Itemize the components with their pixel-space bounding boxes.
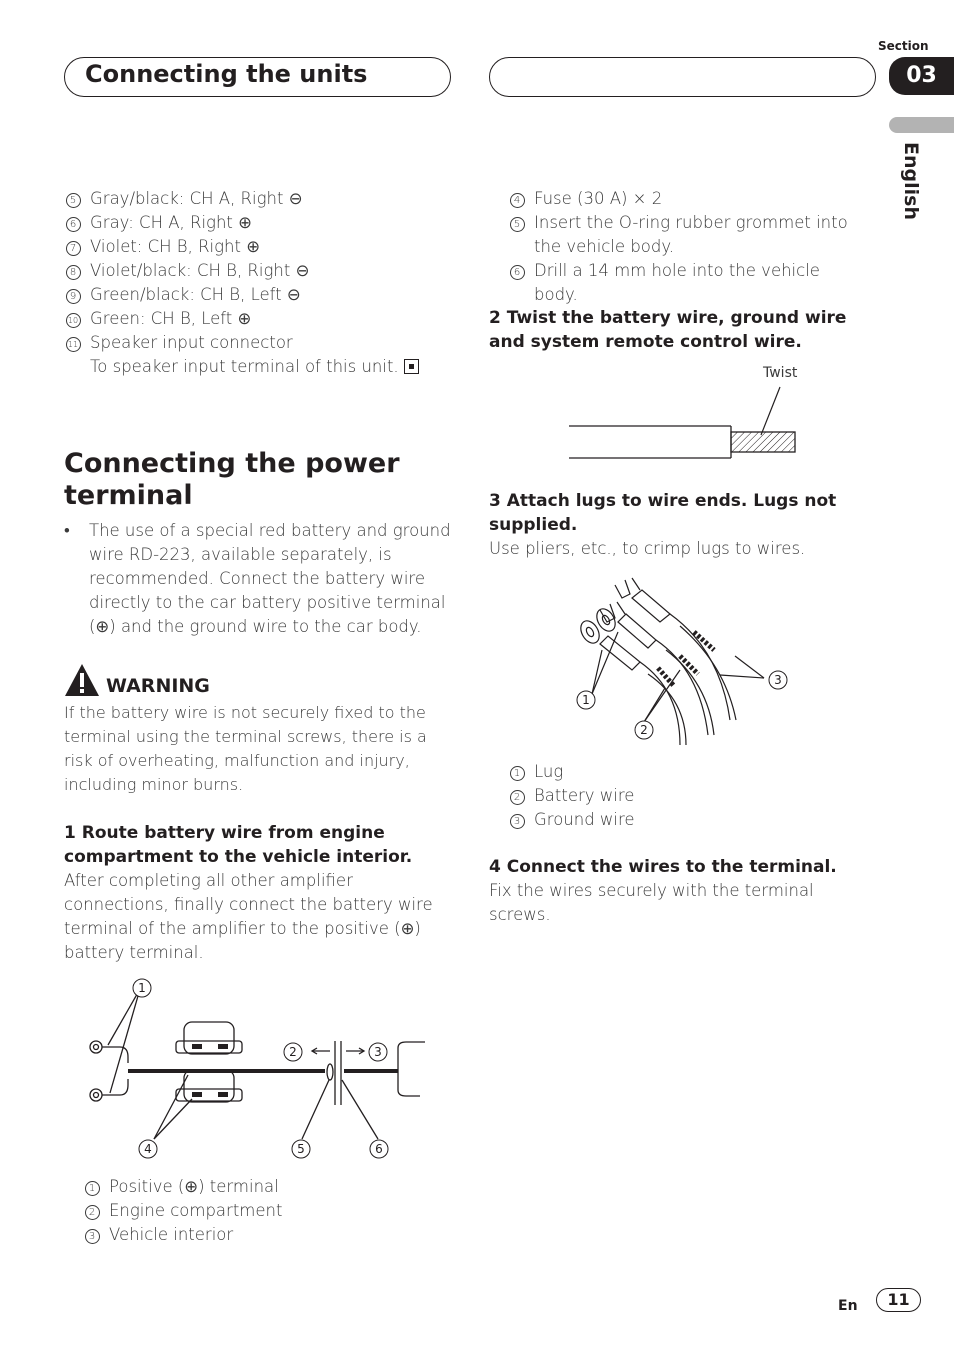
diagram-label: 2	[640, 723, 648, 737]
step-3-text: Use pliers, etc., to crimp lugs to wires.	[489, 539, 806, 558]
diagram-label: 3	[374, 1045, 382, 1059]
warning-icon	[64, 663, 100, 697]
list-item: 6 Drill a 14 mm hole into the vehicle body.	[508, 259, 868, 307]
step-4-title: 4 Connect the wires to the terminal.	[489, 857, 837, 877]
diagram-3-legend	[508, 760, 635, 832]
warning-block	[64, 663, 454, 797]
language-tab-marker	[889, 117, 954, 133]
diagram-1-legend	[83, 1175, 282, 1247]
diagram-1-legend-continued	[508, 187, 868, 307]
step-4	[489, 855, 879, 927]
list-note: To speaker input terminal of this unit.	[64, 355, 454, 379]
header-right-frame	[489, 57, 876, 97]
list-item: 4 Fuse (30 A) × 2	[508, 187, 868, 211]
battery-wire-diagram	[80, 975, 440, 1165]
section-number: 03	[889, 57, 954, 95]
step-2-title: 2 Twist the battery wire, ground wire and system remote control wire.	[489, 308, 847, 352]
diagram-label: 5	[297, 1142, 305, 1156]
section-heading: Connecting the power terminal	[64, 448, 400, 511]
list-item: 7 Violet: CH B, Right ⊕	[64, 235, 454, 259]
list-item: 1 Lug	[508, 760, 635, 784]
twist-label: Twist	[763, 365, 798, 381]
warning-title: WARNING	[106, 675, 210, 697]
section-label: Section	[878, 39, 929, 53]
end-mark-icon	[404, 359, 419, 374]
list-item: 10 Green: CH B, Left ⊕	[64, 307, 454, 331]
list-item: 3 Ground wire	[508, 808, 635, 832]
step-1-title: 1 Route battery wire from engine compartment to the vehicle interior.	[64, 823, 413, 867]
list-item: 2 Battery wire	[508, 784, 635, 808]
page-title: Connecting the units	[85, 60, 368, 88]
warning-text: If the battery wire is not securely fixed to the terminal using the terminal screws, there is a risk of overheating, malfunction and injury, including minor burns.	[64, 703, 427, 794]
twist-wire-diagram	[565, 385, 805, 465]
list-item: 5 Gray/black: CH A, Right ⊖	[64, 187, 454, 211]
footer-language: En	[838, 1298, 858, 1314]
list-item: 2 Engine compartment	[83, 1199, 282, 1223]
step-4-text: Fix the wires securely with the terminal screws.	[489, 881, 814, 924]
step-3	[489, 489, 879, 561]
list-item: 3 Vehicle interior	[83, 1223, 282, 1247]
diagram-label: 4	[144, 1142, 152, 1156]
diagram-label: 1	[582, 693, 590, 707]
list-item: 6 Gray: CH A, Right ⊕	[64, 211, 454, 235]
step-1	[64, 821, 454, 965]
diagram-label: 1	[138, 981, 146, 995]
step-3-title: 3 Attach lugs to wire ends. Lugs not supplied.	[489, 491, 837, 535]
list-item: 8 Violet/black: CH B, Right ⊖	[64, 259, 454, 283]
diagram-label: 6	[375, 1142, 383, 1156]
list-item: 1 Positive (⊕) terminal	[83, 1175, 282, 1199]
wire-color-list	[64, 187, 454, 379]
diagram-label: 3	[774, 673, 782, 687]
lug-crimp-diagram	[570, 570, 800, 750]
page-number: 11	[876, 1288, 921, 1312]
language-tab: English	[900, 142, 922, 220]
list-item: 9 Green/black: CH B, Left ⊖	[64, 283, 454, 307]
list-item: 5 Insert the O-ring rubber grommet into the vehicle body.	[508, 211, 868, 259]
diagram-label: 2	[289, 1045, 297, 1059]
step-1-text: After completing all other amplifier connections, finally connect the battery wire terminal of the amplifier to the positive (⊕) battery terminal.	[64, 871, 433, 962]
list-item: 11 Speaker input connector	[64, 331, 454, 355]
bullet-paragraph: • The use of a special red battery and ground wire RD-223, available separately, is recommended. Connect the battery wire directly to the car battery positive terminal (⊕) and the ground wire to the car body.	[64, 521, 451, 636]
